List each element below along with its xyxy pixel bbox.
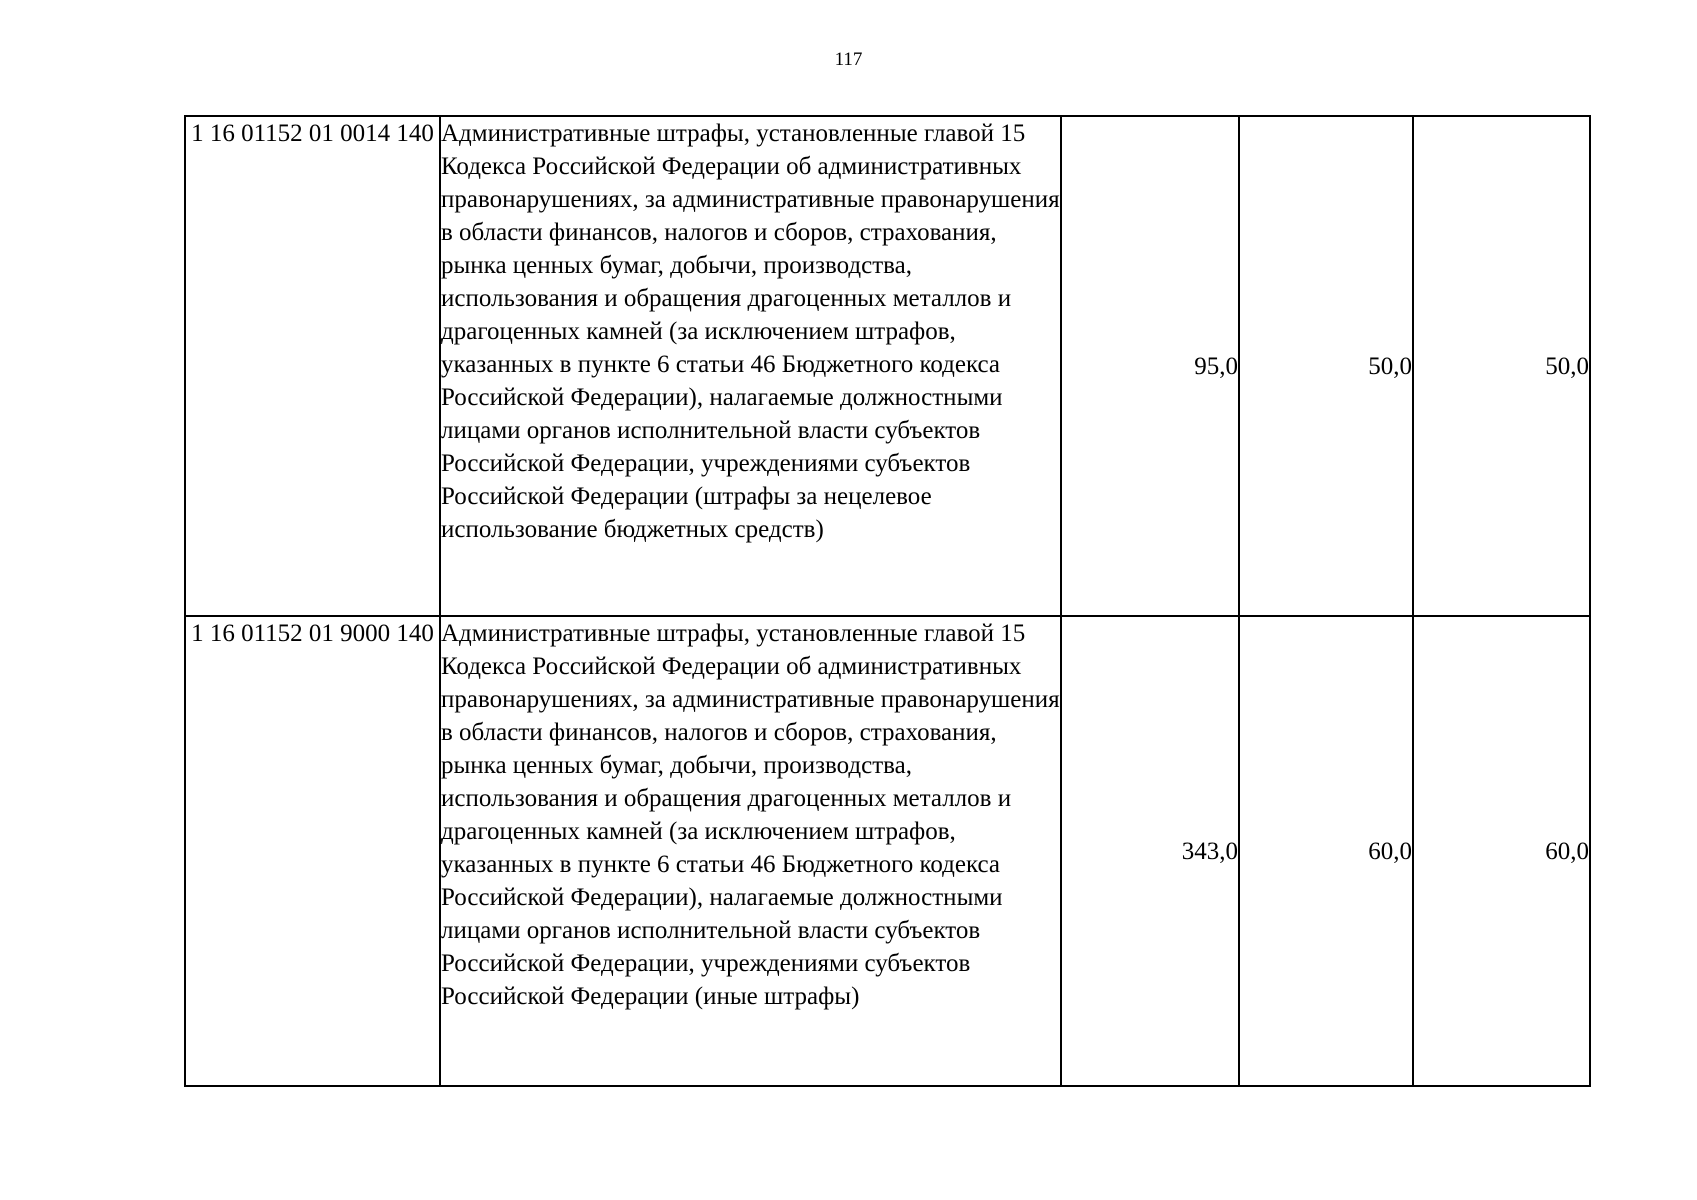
value-1: 343,0 [1181,837,1238,865]
budget-code: 1 16 01152 01 0014 140 [191,120,434,147]
budget-table [184,115,1591,1087]
value-2: 50,0 [1368,352,1412,380]
value-3: 50,0 [1545,352,1589,380]
table-row [185,116,1590,616]
page-number: 117 [834,49,863,70]
description-cell [440,616,1061,1086]
value-2: 60,0 [1368,837,1412,865]
budget-code-cell [185,616,440,1086]
value-cell-2 [1239,616,1413,1086]
value-cell-2 [1239,116,1413,616]
value-3: 60,0 [1545,837,1589,865]
value-1: 95,0 [1194,352,1238,380]
value-cell-1 [1061,616,1239,1086]
table-row [185,616,1590,1086]
budget-code: 1 16 01152 01 9000 140 [191,620,434,647]
value-cell-3 [1413,616,1590,1086]
value-cell-3 [1413,116,1590,616]
description-cell [440,116,1061,616]
budget-code-cell [185,116,440,616]
description-text: Административные штрафы, установленные главой 15 Кодекса Российской Федерации об административных правонарушениях, за административные правонарушения в области финансов, налогов и сборов, страхования, рынка ценных бумаг, добычи, производства, использования и обращения драгоценных металлов и драгоценных камней (за исключением штрафов, указанных в пункте 6 статьи 46 Бюджетного кодекса Российской Федерации), налагаемые должностными лицами органов исполнительной власти субъектов Российской Федерации, учреждениями субъектов Российской Федерации (иные штрафы) [441,620,1060,1010]
description-text: Административные штрафы, установленные главой 15 Кодекса Российской Федерации об административных правонарушениях, за административные правонарушения в области финансов, налогов и сборов, страхования, рынка ценных бумаг, добычи, производства, использования и обращения драгоценных металлов и драгоценных камней (за исключением штрафов, указанных в пункте 6 статьи 46 Бюджетного кодекса Российской Федерации), налагаемые должностными лицами органов исполнительной власти субъектов Российской Федерации, учреждениями субъектов Российской Федерации (штрафы за нецелевое использование бюджетных средств) [441,120,1060,543]
value-cell-1 [1061,116,1239,616]
